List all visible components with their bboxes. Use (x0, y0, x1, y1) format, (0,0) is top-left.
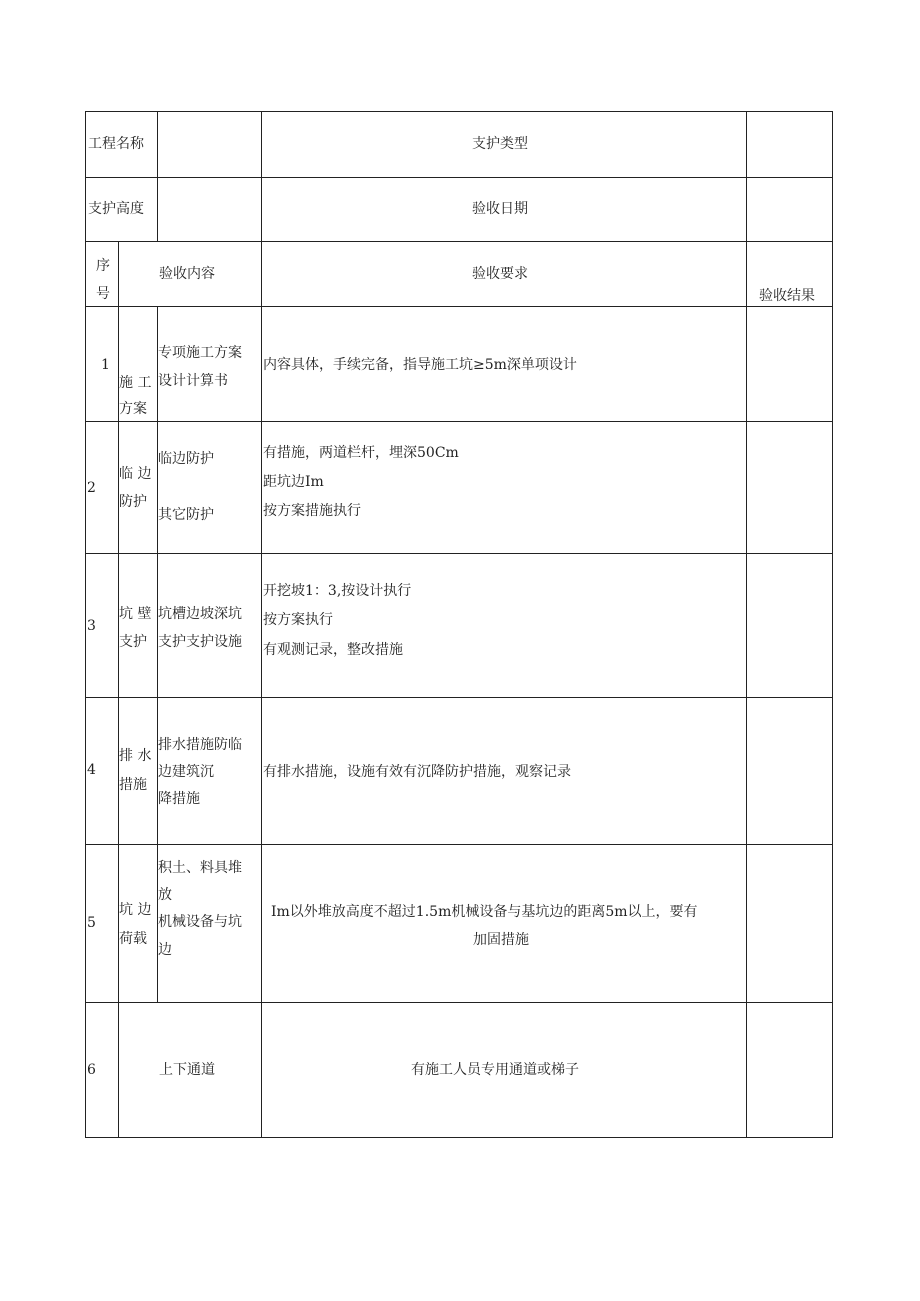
row-category-line: 支护 (119, 634, 147, 650)
table-row-result[interactable] (746, 553, 833, 698)
support-type-label-cell (261, 111, 747, 178)
row-requirement-line: 内容具体，手续完备，指导施工坑≥5m深单项设计 (263, 357, 577, 373)
row-number: 6 (87, 1062, 96, 1078)
table-row-requirement (261, 421, 747, 554)
row-requirement-line: Im以外堆放高度不超过1.5m机械设备与基坑边的距离5m以上，要有 (271, 904, 698, 920)
row-requirement-line: 有施工人员专用通道或梯子 (411, 1062, 579, 1078)
project-name-value-cell[interactable] (157, 111, 262, 178)
table-row-category (118, 421, 158, 554)
table-row-items (157, 553, 262, 698)
table-row-result[interactable] (746, 697, 833, 845)
table-row-items (157, 844, 262, 1003)
table-row-category (118, 844, 158, 1003)
row-item-line: 降措施 (158, 791, 200, 807)
table-row-items (157, 306, 262, 422)
row-number: 2 (87, 480, 96, 496)
row-item-line: 其它防护 (158, 507, 214, 523)
table-row-no (85, 553, 119, 698)
row-item-line: 设计计算书 (158, 373, 228, 389)
column-header-result (746, 241, 833, 307)
table-row-category (118, 306, 158, 422)
row-requirement-line: 按方案措施执行 (263, 503, 361, 519)
table-row-requirement (261, 844, 747, 1003)
support-height-label-cell (85, 177, 158, 242)
row-requirement-line: 按方案执行 (263, 612, 333, 628)
support-type-label: 支护类型 (472, 136, 528, 152)
row-category-line: 施 工 (119, 375, 152, 391)
table-row-requirement (261, 553, 747, 698)
row-requirement-line: 有观测记录，整改措施 (263, 642, 403, 658)
column-header-no (85, 241, 119, 307)
table-row-result[interactable] (746, 306, 833, 422)
table-row-items (157, 421, 262, 554)
row-number: 1 (101, 357, 110, 373)
row-requirement-line: 有排水措施，设施有效有沉降防护措施，观察记录 (263, 764, 571, 780)
support-type-value-cell[interactable] (746, 111, 833, 178)
column-header-no-line2: 号 (96, 286, 110, 302)
table-row-no (85, 844, 119, 1003)
table-row-result[interactable] (746, 421, 833, 554)
row-item-line: 临边防护 (158, 451, 214, 467)
column-header-content (118, 241, 262, 307)
table-row-requirement (261, 1002, 747, 1138)
table-row-category (118, 697, 158, 845)
row-category-line: 方案 (119, 401, 147, 417)
acceptance-date-label: 验收日期 (472, 201, 528, 217)
row-item-line: 边 (158, 942, 172, 958)
row-number: 3 (87, 618, 96, 634)
table-row-result[interactable] (746, 1002, 833, 1138)
row-category-line: 临 边 (119, 466, 152, 482)
row-item-line: 边建筑沉 (158, 764, 214, 780)
row-category-line: 排 水 (119, 748, 152, 764)
table-row-no (85, 306, 119, 422)
row-category-line: 防护 (119, 494, 147, 510)
column-header-content-label: 验收内容 (159, 266, 215, 282)
row-requirement-line: 加固措施 (473, 932, 529, 948)
support-height-label: 支护高度 (88, 201, 144, 217)
column-header-requirement (261, 241, 747, 307)
table-row-requirement (261, 306, 747, 422)
project-name-label-cell (85, 111, 158, 178)
row-number: 5 (87, 915, 96, 931)
table-row-items (157, 697, 262, 845)
row-item-line: 专项施工方案 (158, 345, 242, 361)
row-category-line: 措施 (119, 777, 147, 793)
column-header-requirement-label: 验收要求 (472, 266, 528, 282)
table-row-no (85, 697, 119, 845)
table-row-category-merged (118, 1002, 262, 1138)
row-requirement-line: 有措施，两道栏杆，埋深50Cm (263, 445, 459, 461)
table-row-no (85, 421, 119, 554)
table-row-requirement (261, 697, 747, 845)
row-category-merged-label: 上下通道 (159, 1062, 215, 1078)
column-header-no-line1: 序 (96, 258, 110, 274)
table-row-result[interactable] (746, 844, 833, 1003)
acceptance-date-value-cell[interactable] (746, 177, 833, 242)
row-category-line: 荷载 (119, 931, 147, 947)
table-row-category (118, 553, 158, 698)
acceptance-date-label-cell (261, 177, 747, 242)
row-item-line: 放 (158, 887, 172, 903)
column-header-result-label: 验收结果 (759, 288, 815, 304)
row-category-line: 坑 壁 (119, 606, 152, 622)
row-number: 4 (87, 762, 96, 778)
row-item-line: 排水措施防临 (158, 737, 242, 753)
row-item-line: 坑槽边坡深坑 (158, 606, 242, 622)
row-item-line: 支护支护设施 (158, 634, 242, 650)
project-name-label: 工程名称 (88, 136, 144, 152)
row-category-line: 坑 边 (119, 902, 152, 918)
row-requirement-line: 距坑边Im (263, 474, 324, 490)
table-row-no (85, 1002, 119, 1138)
row-requirement-line: 开挖坡1：3,按设计执行 (263, 583, 412, 599)
row-item-line: 积土、料具堆 (158, 860, 242, 876)
support-height-value-cell[interactable] (157, 177, 262, 242)
row-item-line: 机械设备与坑 (158, 914, 242, 930)
